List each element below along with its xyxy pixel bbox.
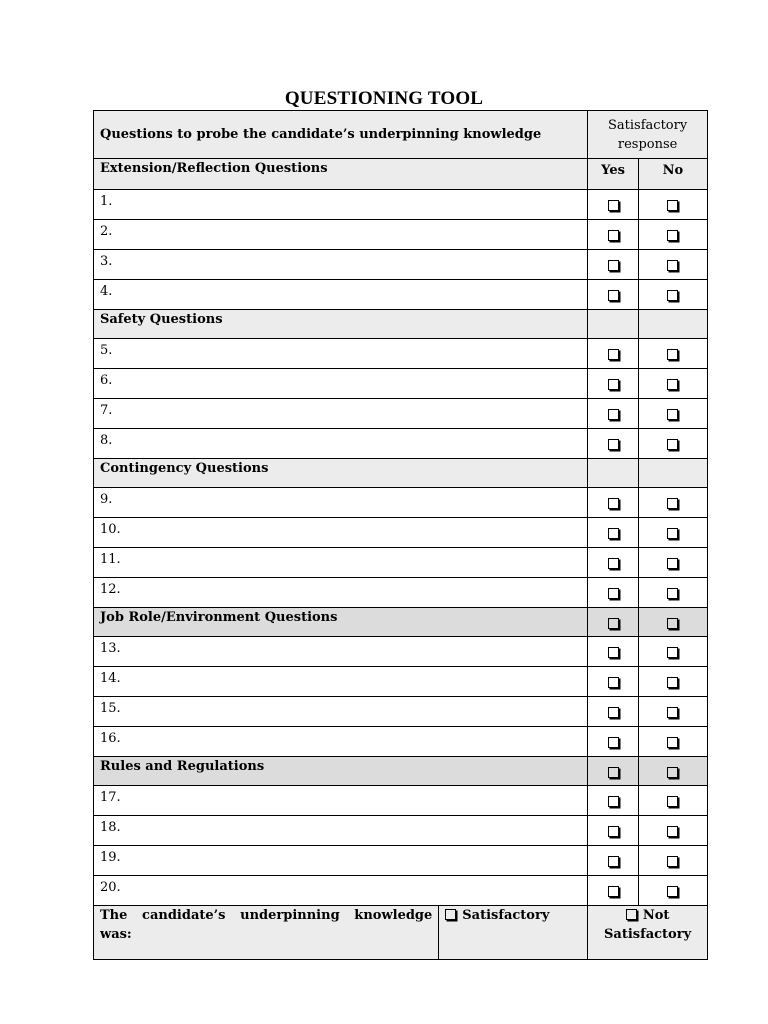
yes-cell: [588, 876, 639, 906]
yes-checkbox[interactable]: [608, 260, 619, 271]
yes-cell: [588, 369, 639, 399]
empty-cell: [588, 310, 639, 339]
section-title: Safety Questions: [94, 310, 588, 339]
yes-checkbox[interactable]: [608, 647, 619, 658]
no-checkbox[interactable]: [667, 439, 678, 450]
question-row: [94, 727, 708, 757]
yes-checkbox[interactable]: [608, 439, 619, 450]
satisfactory-checkbox[interactable]: [445, 909, 456, 920]
yes-checkbox[interactable]: [608, 826, 619, 837]
question-number: 8.: [94, 429, 588, 459]
question-row: [94, 518, 708, 548]
question-row: [94, 697, 708, 727]
no-checkbox[interactable]: [667, 290, 678, 301]
question-row: [94, 280, 708, 310]
question-row: [94, 667, 708, 697]
question-row: [94, 816, 708, 846]
question-number: 3.: [94, 250, 588, 280]
question-number: 1.: [94, 190, 588, 220]
no-checkbox[interactable]: [667, 767, 678, 778]
no-checkbox[interactable]: [667, 647, 678, 658]
yes-checkbox[interactable]: [608, 558, 619, 569]
no-cell: [638, 816, 707, 846]
yes-checkbox[interactable]: [608, 767, 619, 778]
no-checkbox[interactable]: [667, 618, 678, 629]
yes-cell: [588, 548, 639, 578]
yes-cell: [588, 757, 639, 786]
question-row: [94, 786, 708, 816]
no-cell: [638, 757, 707, 786]
no-checkbox[interactable]: [667, 677, 678, 688]
no-cell: [638, 369, 707, 399]
question-number: 13.: [94, 637, 588, 667]
yes-checkbox[interactable]: [608, 796, 619, 807]
question-number: 12.: [94, 578, 588, 608]
yes-cell: [588, 339, 639, 369]
yes-column-header: Yes: [588, 159, 639, 190]
yes-checkbox[interactable]: [608, 290, 619, 301]
question-row: [94, 429, 708, 459]
no-column-header: No: [638, 159, 707, 190]
no-checkbox[interactable]: [667, 349, 678, 360]
yes-checkbox[interactable]: [608, 349, 619, 360]
question-number: 11.: [94, 548, 588, 578]
result-label: The candidate’s underpinning knowledge was:: [94, 906, 439, 960]
no-checkbox[interactable]: [667, 737, 678, 748]
question-number: 10.: [94, 518, 588, 548]
no-cell: [638, 190, 707, 220]
question-row: [94, 548, 708, 578]
yes-cell: [588, 578, 639, 608]
section-row: [94, 757, 708, 786]
yes-checkbox[interactable]: [608, 737, 619, 748]
section-row: [94, 608, 708, 637]
questions-column-header: Questions to probe the candidate’s underpinning knowledge: [94, 111, 588, 159]
no-cell: [638, 280, 707, 310]
section-title: Contingency Questions: [94, 459, 588, 488]
question-row: [94, 250, 708, 280]
question-row: [94, 339, 708, 369]
satisfactory-option[interactable]: [439, 906, 588, 960]
no-cell: [638, 578, 707, 608]
question-row: [94, 876, 708, 906]
satisfactory-response-header: Satisfactory response: [588, 111, 708, 159]
yes-cell: [588, 846, 639, 876]
yes-cell: [588, 786, 639, 816]
yes-checkbox[interactable]: [608, 707, 619, 718]
no-cell: [638, 220, 707, 250]
no-checkbox[interactable]: [667, 409, 678, 420]
yes-checkbox[interactable]: [608, 618, 619, 629]
no-cell: [638, 399, 707, 429]
question-number: 7.: [94, 399, 588, 429]
no-checkbox[interactable]: [667, 558, 678, 569]
question-number: 14.: [94, 667, 588, 697]
question-number: 4.: [94, 280, 588, 310]
yes-checkbox[interactable]: [608, 409, 619, 420]
question-number: 9.: [94, 488, 588, 518]
question-row: [94, 578, 708, 608]
yes-cell: [588, 429, 639, 459]
no-cell: [638, 876, 707, 906]
no-cell: [638, 488, 707, 518]
question-row: [94, 846, 708, 876]
yes-checkbox[interactable]: [608, 677, 619, 688]
yes-checkbox[interactable]: [608, 379, 619, 390]
question-row: [94, 369, 708, 399]
no-cell: [638, 518, 707, 548]
no-checkbox[interactable]: [667, 528, 678, 539]
section-row: [94, 310, 708, 339]
no-checkbox[interactable]: [667, 588, 678, 599]
section-title: Rules and Regulations: [94, 757, 588, 786]
question-number: 17.: [94, 786, 588, 816]
no-checkbox[interactable]: [667, 826, 678, 837]
section-row: [94, 159, 708, 190]
yes-checkbox[interactable]: [608, 200, 619, 211]
question-number: 2.: [94, 220, 588, 250]
empty-cell: [588, 459, 639, 488]
yes-checkbox[interactable]: [608, 528, 619, 539]
question-row: [94, 399, 708, 429]
section-row: [94, 459, 708, 488]
yes-cell: [588, 816, 639, 846]
question-row: [94, 190, 708, 220]
yes-cell: [588, 637, 639, 667]
no-checkbox[interactable]: [667, 856, 678, 867]
no-checkbox[interactable]: [667, 498, 678, 509]
yes-checkbox[interactable]: [608, 230, 619, 241]
page-title: QUESTIONING TOOL: [284, 88, 484, 109]
no-cell: [638, 667, 707, 697]
yes-cell: [588, 518, 639, 548]
yes-checkbox[interactable]: [608, 498, 619, 509]
question-number: 18.: [94, 816, 588, 846]
yes-cell: [588, 667, 639, 697]
no-checkbox[interactable]: [667, 230, 678, 241]
yes-cell: [588, 250, 639, 280]
questioning-table: [93, 110, 708, 960]
no-cell: [638, 548, 707, 578]
satisfactory-label: Satisfactory: [462, 908, 550, 923]
empty-cell: [638, 459, 707, 488]
question-number: 6.: [94, 369, 588, 399]
no-cell: [638, 697, 707, 727]
no-cell: [638, 786, 707, 816]
yes-cell: [588, 190, 639, 220]
no-checkbox[interactable]: [667, 707, 678, 718]
no-cell: [638, 608, 707, 637]
no-checkbox[interactable]: [667, 379, 678, 390]
yes-cell: [588, 697, 639, 727]
not-satisfactory-checkbox[interactable]: [626, 909, 637, 920]
yes-checkbox[interactable]: [608, 588, 619, 599]
question-number: 5.: [94, 339, 588, 369]
no-cell: [638, 339, 707, 369]
question-number: 19.: [94, 846, 588, 876]
yes-cell: [588, 488, 639, 518]
not-satisfactory-option[interactable]: [588, 906, 708, 960]
yes-cell: [588, 220, 639, 250]
section-title: Extension/Reflection Questions: [94, 159, 588, 190]
not-satisfactory-label: Not Satisfactory: [604, 908, 692, 942]
yes-cell: [588, 608, 639, 637]
no-cell: [638, 846, 707, 876]
yes-checkbox[interactable]: [608, 856, 619, 867]
no-checkbox[interactable]: [667, 200, 678, 211]
section-title: Job Role/Environment Questions: [94, 608, 588, 637]
empty-cell: [638, 310, 707, 339]
no-cell: [638, 727, 707, 757]
question-number: 15.: [94, 697, 588, 727]
question-number: 20.: [94, 876, 588, 906]
no-checkbox[interactable]: [667, 260, 678, 271]
table-header-row: [94, 111, 708, 159]
no-checkbox[interactable]: [667, 886, 678, 897]
no-cell: [638, 429, 707, 459]
question-row: [94, 220, 708, 250]
no-cell: [638, 250, 707, 280]
question-number: 16.: [94, 727, 588, 757]
yes-checkbox[interactable]: [608, 886, 619, 897]
no-checkbox[interactable]: [667, 796, 678, 807]
result-row: [94, 906, 708, 960]
question-row: [94, 637, 708, 667]
yes-cell: [588, 727, 639, 757]
no-cell: [638, 637, 707, 667]
question-row: [94, 488, 708, 518]
yes-cell: [588, 280, 639, 310]
yes-cell: [588, 399, 639, 429]
